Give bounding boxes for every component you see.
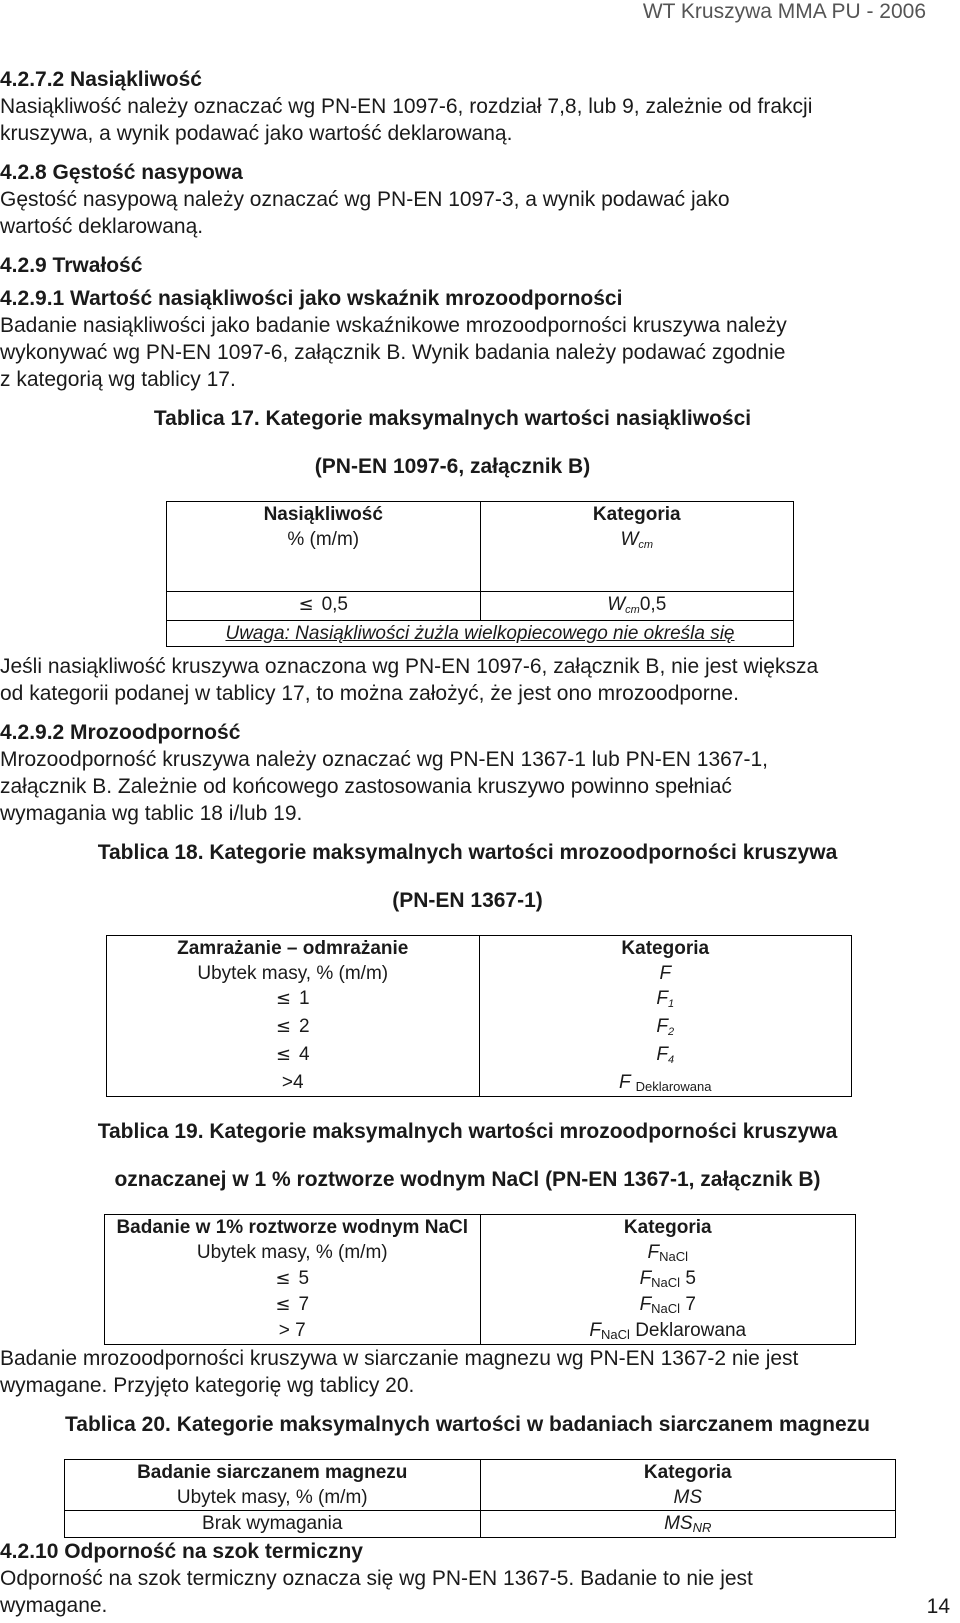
cell-text: 0,5 [321, 594, 348, 615]
category-subscript: NaCl [651, 1301, 681, 1316]
table-18-cell-category [479, 1014, 852, 1042]
paragraph-line: kruszywa, a wynik podawać jako wartość deklarowaną. [0, 122, 513, 145]
category-subscript: 2 [667, 1026, 675, 1038]
category-symbol: F [647, 1242, 660, 1263]
table-17-cell-category [480, 592, 794, 621]
page-number: 14 [926, 1595, 950, 1618]
cell-text: 2 [299, 1016, 310, 1037]
category-subscript: Deklarowana [635, 1079, 712, 1094]
less-equal-icon: ≤ [275, 1268, 291, 1289]
cell-text: 5 [680, 1268, 696, 1289]
section-4-2-9-2-title: 4.2.9.2 Mrozoodporność [0, 721, 241, 744]
table-18-cell-category [479, 986, 852, 1014]
table-19-header-col2: Kategoria [480, 1215, 856, 1241]
category-symbol: W [607, 594, 626, 615]
category-symbol: F [656, 988, 668, 1009]
header-label: Badanie siarczanem magnezu [137, 1462, 408, 1483]
cell-text: Deklarowana [629, 1320, 747, 1341]
table-18-header-col1: Zamrażanie – odmrażanie [107, 936, 480, 962]
table-17-header-col2 [480, 502, 794, 556]
less-equal-icon: ≤ [275, 1294, 291, 1315]
table-19 [104, 1214, 856, 1345]
table-20-cell-category [480, 1511, 896, 1538]
table-18-header-symbol: F [479, 961, 852, 986]
table-19-cell-category [480, 1318, 856, 1345]
category-symbol: F [656, 1016, 668, 1037]
table-20 [64, 1459, 896, 1538]
table-18-cell-value [107, 986, 480, 1014]
paragraph-line: Badanie mrozoodporności kruszywa w siarczanie magnezu wg PN-EN 1367-2 nie jest [0, 1347, 799, 1370]
header-unit: % (m/m) [287, 529, 360, 550]
table-19-header-symbol [480, 1240, 856, 1266]
category-symbol: F [656, 1044, 668, 1065]
header-label: Kategoria [592, 504, 681, 525]
spacer-cell [480, 555, 794, 592]
table-17-note: Uwaga: Nasiąkliwości żużla wielkopiecowego nie określa się [167, 621, 794, 647]
table-18-cell-value: >4 [107, 1070, 480, 1097]
paragraph-line: Badanie nasiąkliwości jako badanie wskaźnikowe mrozoodporności kruszywa należy [0, 314, 787, 337]
paragraph-line: Nasiąkliwość należy oznaczać wg PN-EN 1097-6, rozdział 7,8, lub 9, zależnie od frakcji [0, 95, 813, 118]
cell-text: 0,5 [639, 594, 667, 615]
table-19-header-unit: Ubytek masy, % (m/m) [105, 1240, 481, 1266]
cell-text: 1 [299, 988, 310, 1009]
table-20-header-col2 [480, 1460, 896, 1511]
category-subscript: 4 [667, 1054, 675, 1066]
table-19-cell-value [105, 1292, 481, 1318]
less-equal-icon: ≤ [275, 1016, 291, 1037]
paragraph-line: wymagane. Przyjęto kategorię wg tablicy 20. [0, 1374, 415, 1397]
category-symbol: F [589, 1320, 602, 1341]
paragraph-line: wykonywać wg PN-EN 1097-6, załącznik B. Wynik badania należy podawać zgodnie [0, 341, 786, 364]
spacer-cell [167, 555, 481, 592]
table-17 [166, 501, 794, 647]
section-4-2-9-1-title: 4.2.9.1 Wartość nasiąkliwości jako wskaźnik mrozoodporności [0, 287, 623, 310]
table-20-header-col1 [65, 1460, 481, 1511]
table-18-header-unit: Ubytek masy, % (m/m) [107, 961, 480, 986]
section-4-2-9-title: 4.2.9 Trwałość [0, 254, 143, 277]
cell-text: 4 [299, 1044, 310, 1065]
header-label: Kategoria [643, 1462, 732, 1483]
table-19-caption: Tablica 19. Kategorie maksymalnych wartości mrozoodporności kruszywa [97, 1120, 838, 1143]
table-18-cell-value [107, 1014, 480, 1042]
table-18-caption: Tablica 18. Kategorie maksymalnych wartości mrozoodporności kruszywa [97, 841, 838, 864]
table-18-caption-source: (PN-EN 1367-1) [392, 889, 543, 912]
category-symbol: F [639, 1294, 652, 1315]
category-subscript: NaCl [651, 1275, 681, 1290]
less-equal-icon: ≤ [298, 594, 314, 615]
section-4-2-10-title: 4.2.10 Odporność na szok termiczny [0, 1540, 363, 1563]
table-17-cell-value [167, 592, 481, 621]
table-20-cell-value: Brak wymagania [65, 1511, 481, 1538]
table-20-caption: Tablica 20. Kategorie maksymalnych wartości w badaniach siarczanem magnezu [65, 1413, 870, 1436]
running-header: WT Kruszywa MMA PU - 2006 [642, 0, 926, 23]
category-subscript: NR [692, 1520, 712, 1535]
table-19-cell-value: > 7 [105, 1318, 481, 1345]
table-18-header-col2: Kategoria [479, 936, 852, 962]
category-subscript: cm [625, 604, 640, 616]
paragraph-line: Jeśli nasiąkliwość kruszywa oznaczona wg PN-EN 1097-6, załącznik B, nie jest większa [0, 655, 819, 678]
table-17-caption: Tablica 17. Kategorie maksymalnych wartości nasiąkliwości [153, 407, 752, 430]
table-19-cell-category [480, 1266, 856, 1292]
table-18 [106, 935, 852, 1097]
table-17-caption-source: (PN-EN 1097-6, załącznik B) [314, 455, 591, 478]
category-subscript: cm [638, 539, 654, 551]
less-equal-icon: ≤ [275, 988, 291, 1009]
category-subscript: NaCl [601, 1327, 630, 1342]
paragraph-line: załącznik B. Zależnie od końcowego zastosowania kruszywo powinno spełniać [0, 775, 732, 798]
page-content [0, 66, 945, 1619]
paragraph-line: od kategorii podanej w tablicy 17, to można założyć, że jest ono mrozoodporne. [0, 682, 739, 705]
category-subscript: NaCl [659, 1249, 688, 1264]
paragraph-line: Odporność na szok termiczny oznacza się wg PN-EN 1367-5. Badanie to nie jest [0, 1567, 753, 1590]
category-symbol: W [620, 529, 639, 550]
table-17-header-col1 [167, 502, 481, 556]
cell-text: 7 [680, 1294, 696, 1315]
paragraph-line: Gęstość nasypową należy oznaczać wg PN-EN 1097-3, a wynik podawać jako [0, 188, 730, 211]
table-18-cell-category [479, 1042, 852, 1070]
paragraph-line: z kategorią wg tablicy 17. [0, 368, 236, 391]
table-19-header-col1: Badanie w 1% roztworze wodnym NaCl [105, 1215, 481, 1241]
paragraph-line: wartość deklarowaną. [0, 215, 204, 238]
section-4-2-7-2-title: 4.2.7.2 Nasiąkliwość [0, 68, 202, 91]
paragraph-line: wymagane. [0, 1594, 108, 1617]
category-symbol: F [639, 1268, 652, 1289]
table-19-cell-value [105, 1266, 481, 1292]
header-unit: Ubytek masy, % (m/m) [176, 1487, 368, 1508]
less-equal-icon: ≤ [275, 1044, 291, 1065]
category-symbol: MS [664, 1513, 693, 1534]
category-symbol: MS [673, 1487, 702, 1508]
paragraph-line: Mrozoodporność kruszywa należy oznaczać wg PN-EN 1367-1 lub PN-EN 1367-1, [0, 748, 769, 771]
category-symbol: F [619, 1072, 636, 1093]
paragraph-line: wymagania wg tablic 18 i/lub 19. [0, 802, 303, 825]
table-18-cell-category [479, 1070, 852, 1097]
table-18-cell-value [107, 1042, 480, 1070]
section-4-2-8-title: 4.2.8 Gęstość nasypowa [0, 161, 243, 184]
cell-text: 7 [298, 1294, 310, 1315]
table-19-caption-line2: oznaczanej w 1 % roztworze wodnym NaCl (PN-EN 1367-1, załącznik B) [114, 1168, 821, 1191]
header-label: Nasiąkliwość [263, 504, 383, 525]
table-19-cell-category [480, 1292, 856, 1318]
cell-text: 5 [298, 1268, 310, 1289]
category-subscript: 1 [667, 998, 675, 1010]
